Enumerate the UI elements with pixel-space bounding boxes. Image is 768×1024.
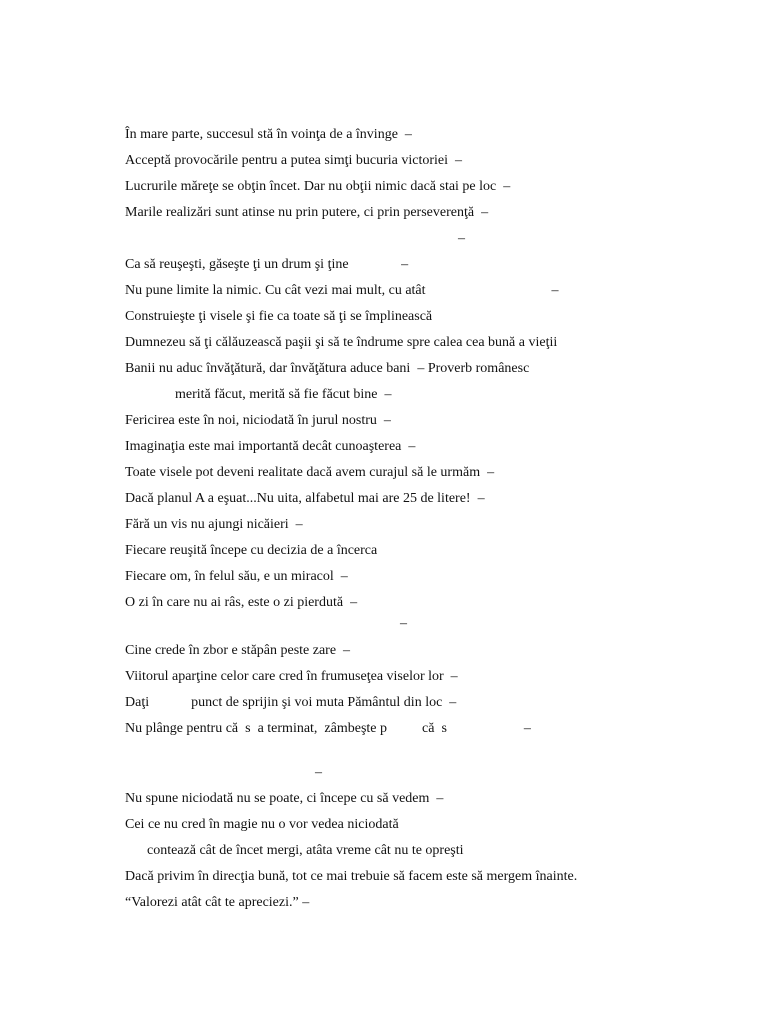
quote-line: Dacă planul A a eşuat...Nu uita, alfabetul mai are 25 de litere! – [125, 491, 485, 506]
quote-line: Toate visele pot deveni realitate dacă avem curajul să le urmăm – [125, 465, 495, 480]
quote-line: “Valorezi atât cât te apreciezi.” – [125, 895, 310, 910]
quote-line: Dumnezeu să ţi călăuzească paşii şi să te îndrume spre calea cea bună a vieţii [125, 335, 558, 350]
quote-line: Fiecare om, în felul său, e un miracol – [125, 569, 348, 584]
quote-line: Nu spune niciodată nu se poate, ci începe cu să vedem – [125, 791, 444, 806]
quote-line: Dacă privim în direcţia bună, tot ce mai trebuie să facem este să mergem înainte. [125, 869, 578, 884]
quote-line: Lucrurile măreţe se obţin încet. Dar nu obţii nimic dacă stai pe loc – [125, 179, 511, 194]
dash-line: – [458, 231, 465, 246]
quote-line: Imaginaţia este mai importantă decât cunoaşterea – [125, 439, 416, 454]
quote-line: Acceptă provocările pentru a putea simţi bucuria victoriei – [125, 153, 463, 168]
quote-line: Ca să reuşeşti, găseşte ţi un drum şi ţine – [125, 257, 409, 272]
quote-line: merită făcut, merită să fie făcut bine – [175, 387, 392, 402]
quote-line: O zi în care nu ai râs, este o zi pierdută – [125, 595, 358, 610]
quote-line: Fericirea este în noi, niciodată în jurul nostru – [125, 413, 391, 428]
quote-line: Banii nu aduc învăţătură, dar învăţătura aduce bani – Proverb românesc [125, 361, 530, 376]
quote-line: Nu pune limite la nimic. Cu cât vezi mai mult, cu atât – [125, 283, 559, 298]
quote-line: În mare parte, succesul stă în voinţa de a învinge – [125, 127, 412, 142]
quote-line: Cei ce nu cred în magie nu o vor vedea niciodată [125, 817, 399, 832]
quote-line: Fiecare reuşită începe cu decizia de a încerca [125, 543, 378, 558]
quote-line: Viitorul aparţine celor care cred în frumuseţea viselor lor – [125, 669, 458, 684]
quote-line: Daţi punct de sprijin şi voi muta Pământul din loc – [125, 695, 457, 710]
quote-line: Nu plânge pentru că s a terminat, zâmbeşte p că s – [125, 721, 531, 736]
dash-line: – [315, 765, 322, 780]
quote-line: Cine crede în zbor e stăpân peste zare – [125, 643, 351, 658]
dash-line: – [400, 616, 407, 631]
quote-line: contează cât de încet mergi, atâta vreme cât nu te opreşti [147, 843, 464, 858]
quote-line: Fără un vis nu ajungi nicăieri – [125, 517, 303, 532]
quote-line: Marile realizări sunt atinse nu prin putere, ci prin perseverenţă – [125, 205, 489, 220]
quote-line: Construieşte ţi visele şi fie ca toate să ţi se împlinească [125, 309, 433, 324]
